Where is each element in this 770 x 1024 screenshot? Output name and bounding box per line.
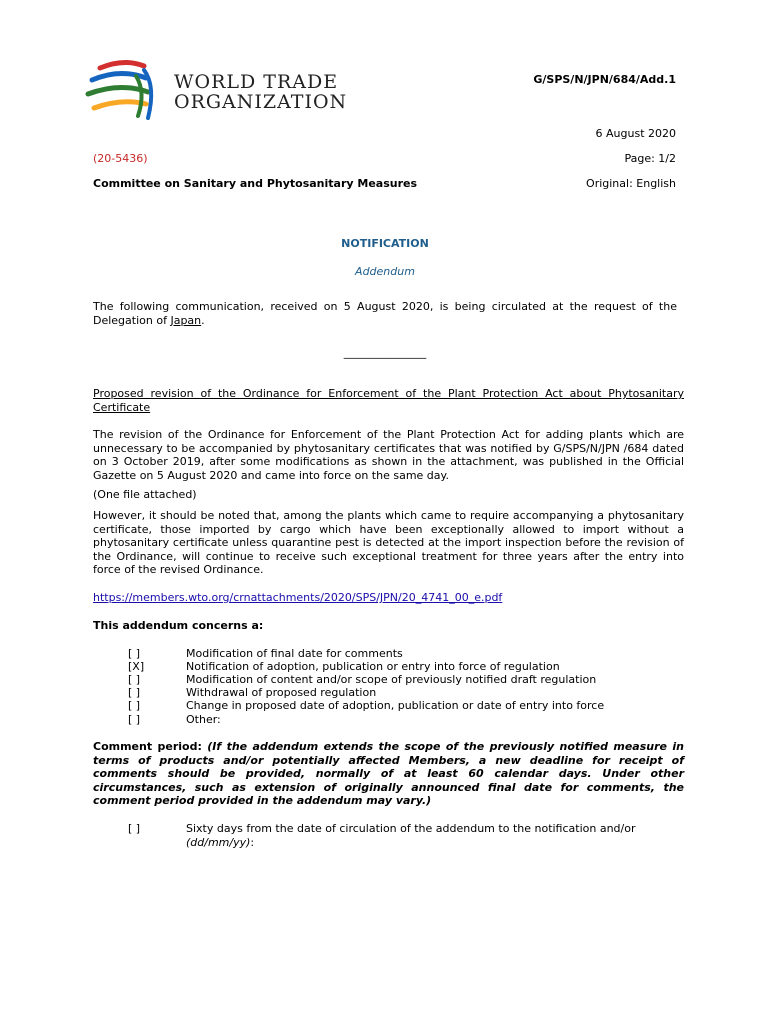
attachment-link[interactable]: https://members.wto.org/crnattachments/2020/SPS/JPN/20_4741_00_e.pdf	[93, 591, 503, 604]
original-language: Original: English	[586, 177, 676, 190]
checkbox-mark: [ ]	[128, 699, 141, 712]
list-item-label: Notification of adoption, publication or entry into force of regulation	[186, 660, 560, 673]
checkbox-mark: [ ]	[128, 673, 141, 686]
intro-end: .	[201, 313, 205, 327]
checkbox-mark: [ ]	[128, 647, 141, 660]
comment-period-text: (If the addendum extends the scope of the previously notified measure in terms of products and/or potentially affected Members, a new deadline for receipt of comments should be provided, normally of at least 60 calendar days. Under other circumstances, such as extension of originally announced final date for comments, the comment period provided in the addendum may vary.)	[93, 740, 684, 807]
document-date: 6 August 2020	[595, 127, 676, 140]
list-item	[128, 699, 605, 713]
document-ref: (20-5436)	[93, 152, 148, 165]
list-item	[128, 660, 560, 674]
body-heading: Proposed revision of the Ordinance for Enforcement of the Plant Protection Act about Phytosanitary Certificate	[93, 387, 684, 414]
comment-option	[128, 822, 140, 836]
list-item	[128, 686, 377, 700]
org-name-line2: ORGANIZATION	[174, 91, 348, 113]
list-item	[128, 673, 597, 687]
comment-option-label: Sixty days from the date of circulation of the addendum to the notification and/or	[186, 822, 636, 835]
document-symbol: G/SPS/N/JPN/684/Add.1	[533, 73, 676, 86]
comment-period	[93, 740, 684, 808]
comment-option-colon: :	[250, 835, 255, 849]
list-item-label: Withdrawal of proposed regulation	[186, 686, 377, 699]
committee-name: Committee on Sanitary and Phytosanitary Measures	[93, 177, 418, 190]
checkbox-mark: [ ]	[128, 713, 141, 726]
comment-option-note: (dd/mm/yy)	[186, 835, 251, 849]
list-item-label: Modification of final date for comments	[186, 647, 403, 660]
separator: _______________	[343, 346, 427, 359]
body-paragraph-2: However, it should be noted that, among the plants which came to require accompanying a phytosanitary certificate, those imported by cargo which have been exceptionally allowed to import without a phytosanitary certificate unless quarantine pest is detected at the import inspection before the revision of the Ordinance, will continue to receive such exceptional treatment for three years after the entry into force of the revised Ordinance.	[93, 509, 684, 576]
checkbox-mark: [ ]	[128, 822, 141, 835]
list-item-label: Change in proposed date of adoption, publication or date of entry into force	[186, 699, 605, 712]
comment-option-text	[186, 822, 684, 849]
body-paragraph-1: The revision of the Ordinance for Enforcement of the Plant Protection Act for adding plants which are unnecessary to be accompanied by phytosanitary certificates that was notified by G/SPS/N/JPN /684 dated on 3 October 2019, after some modifications as shown in the attachment, was published in the Official Gazette on 5 August 2020 and came into force on the same day.	[93, 428, 684, 482]
checkbox-mark: [ ]	[128, 686, 141, 699]
checkbox-mark: [X]	[128, 660, 145, 673]
list-item-label: Other:	[186, 713, 221, 726]
notification-title: NOTIFICATION	[341, 237, 429, 250]
list-item	[128, 647, 403, 661]
comment-period-label: Comment period:	[93, 740, 208, 753]
intro-paragraph	[93, 300, 677, 327]
list-item-label: Modification of content and/or scope of previously notified draft regulation	[186, 673, 597, 686]
wto-logo-icon	[84, 56, 164, 128]
concerns-heading: This addendum concerns a:	[93, 619, 264, 632]
wto-logo	[84, 56, 164, 128]
notification-subtitle: Addendum	[355, 265, 415, 278]
intro-country: Japan	[170, 313, 202, 327]
page-number: Page: 1/2	[624, 152, 676, 165]
intro-text: The following communication, received on 5 August 2020, is being circulated at the request of the Delegation of	[93, 300, 677, 327]
list-item	[128, 713, 221, 727]
attachment-note: (One file attached)	[93, 488, 197, 501]
org-name-line1: WORLD TRADE	[174, 71, 339, 93]
